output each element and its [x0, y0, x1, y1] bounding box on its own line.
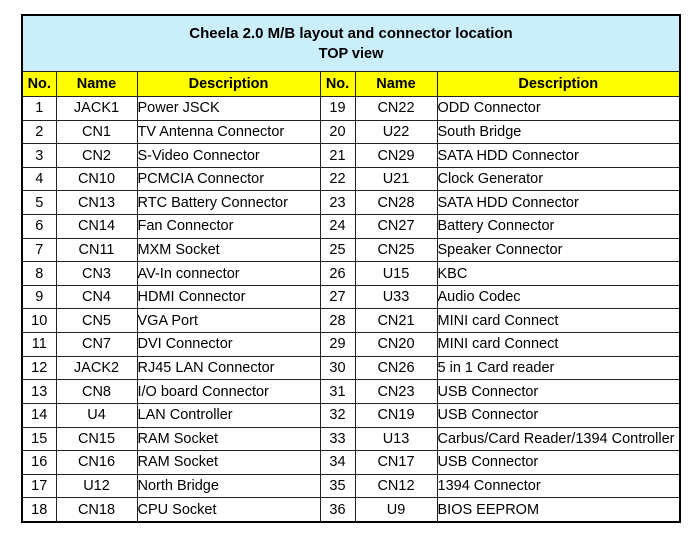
- row-number-right: 32: [320, 403, 355, 427]
- table-row: [22, 356, 680, 380]
- table-row: [22, 427, 680, 451]
- component-description-left: LAN Controller: [137, 403, 320, 427]
- component-name-right: CN28: [355, 191, 437, 215]
- row-number-right: 24: [320, 215, 355, 239]
- component-name-left: CN10: [56, 167, 137, 191]
- component-name-left: CN4: [56, 285, 137, 309]
- table-row: [22, 215, 680, 239]
- header-name-right: Name: [355, 72, 437, 97]
- component-name-left: CN2: [56, 144, 137, 168]
- component-description-left: TV Antenna Connector: [137, 120, 320, 144]
- row-number-right: 36: [320, 498, 355, 522]
- header-no-left: No.: [22, 72, 56, 97]
- row-number-right: 28: [320, 309, 355, 333]
- row-number-left: 4: [22, 167, 56, 191]
- table-row: [22, 144, 680, 168]
- row-number-left: 6: [22, 215, 56, 239]
- component-name-right: U22: [355, 120, 437, 144]
- row-number-left: 11: [22, 333, 56, 357]
- component-name-right: CN26: [355, 356, 437, 380]
- component-description-right: ODD Connector: [437, 97, 680, 121]
- component-description-right: SATA HDD Connector: [437, 144, 680, 168]
- component-name-left: CN1: [56, 120, 137, 144]
- component-name-left: CN15: [56, 427, 137, 451]
- component-description-right: USB Connector: [437, 380, 680, 404]
- table-row: [22, 309, 680, 333]
- component-name-left: CN14: [56, 215, 137, 239]
- component-name-left: CN7: [56, 333, 137, 357]
- component-description-left: HDMI Connector: [137, 285, 320, 309]
- row-number-right: 26: [320, 262, 355, 286]
- component-description-left: VGA Port: [137, 309, 320, 333]
- component-description-right: Battery Connector: [437, 215, 680, 239]
- header-description-right: Description: [437, 72, 680, 97]
- component-name-left: JACK1: [56, 97, 137, 121]
- component-description-left: MXM Socket: [137, 238, 320, 262]
- header-row: [22, 72, 680, 97]
- component-name-left: CN8: [56, 380, 137, 404]
- component-description-right: Audio Codec: [437, 285, 680, 309]
- component-description-right: USB Connector: [437, 451, 680, 475]
- component-description-right: KBC: [437, 262, 680, 286]
- table-title: [22, 15, 680, 72]
- component-name-right: CN29: [355, 144, 437, 168]
- title-line-1: Cheela 2.0 M/B layout and connector location: [189, 24, 513, 42]
- component-description-left: PCMCIA Connector: [137, 167, 320, 191]
- row-number-right: 23: [320, 191, 355, 215]
- component-name-left: JACK2: [56, 356, 137, 380]
- component-description-left: CPU Socket: [137, 498, 320, 522]
- row-number-right: 33: [320, 427, 355, 451]
- header-no-right: No.: [320, 72, 355, 97]
- row-number-left: 9: [22, 285, 56, 309]
- table-row: [22, 380, 680, 404]
- row-number-left: 7: [22, 238, 56, 262]
- component-description-right: MINI card Connect: [437, 333, 680, 357]
- component-name-left: CN16: [56, 451, 137, 475]
- component-name-left: CN11: [56, 238, 137, 262]
- table-row: [22, 451, 680, 475]
- component-description-left: I/O board Connector: [137, 380, 320, 404]
- row-number-left: 15: [22, 427, 56, 451]
- row-number-right: 21: [320, 144, 355, 168]
- row-number-left: 2: [22, 120, 56, 144]
- component-name-left: CN13: [56, 191, 137, 215]
- component-name-right: U15: [355, 262, 437, 286]
- row-number-right: 31: [320, 380, 355, 404]
- row-number-right: 29: [320, 333, 355, 357]
- row-number-left: 14: [22, 403, 56, 427]
- component-description-left: S-Video Connector: [137, 144, 320, 168]
- component-description-left: RAM Socket: [137, 451, 320, 475]
- row-number-right: 30: [320, 356, 355, 380]
- component-description-right: 1394 Connector: [437, 474, 680, 498]
- component-name-right: U9: [355, 498, 437, 522]
- component-description-right: SATA HDD Connector: [437, 191, 680, 215]
- row-number-left: 5: [22, 191, 56, 215]
- component-name-left: CN3: [56, 262, 137, 286]
- table-row: [22, 238, 680, 262]
- component-description-left: RTC Battery Connector: [137, 191, 320, 215]
- table-row: [22, 498, 680, 522]
- component-description-right: MINI card Connect: [437, 309, 680, 333]
- component-name-right: CN20: [355, 333, 437, 357]
- component-description-left: Fan Connector: [137, 215, 320, 239]
- row-number-left: 8: [22, 262, 56, 286]
- table-row: [22, 403, 680, 427]
- component-description-left: DVI Connector: [137, 333, 320, 357]
- component-name-right: U13: [355, 427, 437, 451]
- component-description-left: RJ45 LAN Connector: [137, 356, 320, 380]
- component-name-right: CN21: [355, 309, 437, 333]
- row-number-left: 12: [22, 356, 56, 380]
- title-line-2: TOP view: [318, 45, 384, 62]
- component-name-right: CN12: [355, 474, 437, 498]
- component-name-right: U21: [355, 167, 437, 191]
- row-number-right: 20: [320, 120, 355, 144]
- component-description-right: USB Connector: [437, 403, 680, 427]
- header-name-left: Name: [56, 72, 137, 97]
- row-number-left: 16: [22, 451, 56, 475]
- component-name-right: CN25: [355, 238, 437, 262]
- header-description-left: Description: [137, 72, 320, 97]
- component-description-left: RAM Socket: [137, 427, 320, 451]
- component-description-right: Carbus/Card Reader/1394 Controller: [437, 427, 680, 451]
- component-description-left: Power JSCK: [137, 97, 320, 121]
- table-row: [22, 191, 680, 215]
- row-number-left: 17: [22, 474, 56, 498]
- row-number-right: 22: [320, 167, 355, 191]
- row-number-right: 35: [320, 474, 355, 498]
- table-row: [22, 120, 680, 144]
- table-body: [22, 97, 680, 523]
- row-number-left: 3: [22, 144, 56, 168]
- component-name-right: CN22: [355, 97, 437, 121]
- component-description-right: BIOS EEPROM: [437, 498, 680, 522]
- table-row: [22, 474, 680, 498]
- component-description-right: South Bridge: [437, 120, 680, 144]
- table-row: [22, 97, 680, 121]
- component-name-right: CN27: [355, 215, 437, 239]
- component-name-right: CN17: [355, 451, 437, 475]
- component-name-left: U4: [56, 403, 137, 427]
- component-description-right: Clock Generator: [437, 167, 680, 191]
- table-row: [22, 285, 680, 309]
- row-number-left: 1: [22, 97, 56, 121]
- table-row: [22, 333, 680, 357]
- row-number-right: 27: [320, 285, 355, 309]
- component-description-right: 5 in 1 Card reader: [437, 356, 680, 380]
- row-number-right: 19: [320, 97, 355, 121]
- component-name-left: U12: [56, 474, 137, 498]
- table-row: [22, 262, 680, 286]
- component-name-right: U33: [355, 285, 437, 309]
- row-number-left: 13: [22, 380, 56, 404]
- row-number-right: 25: [320, 238, 355, 262]
- row-number-right: 34: [320, 451, 355, 475]
- row-number-left: 18: [22, 498, 56, 522]
- row-number-left: 10: [22, 309, 56, 333]
- component-description-left: AV-In connector: [137, 262, 320, 286]
- component-name-left: CN18: [56, 498, 137, 522]
- component-name-right: CN23: [355, 380, 437, 404]
- component-name-left: CN5: [56, 309, 137, 333]
- component-name-right: CN19: [355, 403, 437, 427]
- connector-location-table: [21, 14, 681, 523]
- component-description-left: North Bridge: [137, 474, 320, 498]
- component-description-right: Speaker Connector: [437, 238, 680, 262]
- table-row: [22, 167, 680, 191]
